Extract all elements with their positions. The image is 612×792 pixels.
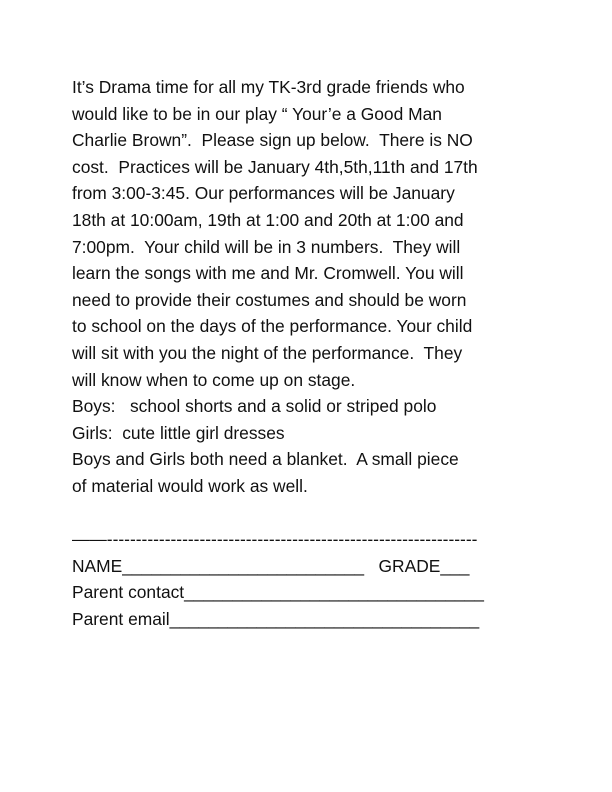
flyer-content	[72, 74, 552, 632]
text-line: need to provide their costumes and should be worn	[72, 289, 467, 310]
text-line: of material would work as well.	[72, 475, 308, 496]
spacer	[72, 500, 552, 527]
signup-form	[72, 526, 552, 632]
parent-contact-field[interactable]: Parent contact_______________________________	[72, 582, 484, 603]
text-line: Charlie Brown”. Please sign up below. There is NO	[72, 130, 473, 151]
text-line: 7:00pm. Your child will be in 3 numbers. They will	[72, 236, 461, 257]
text-line: will sit with you the night of the performance. They	[72, 342, 463, 363]
costume-girls: Girls: cute little girl dresses	[72, 422, 285, 443]
text-line: It’s Drama time for all my TK-3rd grade friends who	[72, 77, 465, 97]
text-line: would like to be in our play “ Your’e a Good Man	[72, 103, 442, 124]
text-line: to school on the days of the performance. Your child	[72, 316, 473, 337]
text-line: Boys and Girls both need a blanket. A small piece	[72, 449, 459, 470]
text-line: 18th at 10:00am, 19th at 1:00 and 20th at 1:00 and	[72, 209, 464, 230]
cut-line: ——----------------------------------------------------------------	[72, 529, 478, 550]
text-line: from 3:00-3:45. Our performances will be January	[72, 183, 455, 204]
text-line: will know when to come up on stage.	[72, 369, 356, 390]
costume-list	[72, 393, 552, 446]
name-grade-field[interactable]: NAME_________________________ GRADE___	[72, 555, 470, 576]
text-line: learn the songs with me and Mr. Cromwell. You will	[72, 263, 464, 284]
costume-boys: Boys: school shorts and a solid or striped polo	[72, 396, 437, 417]
text-line: cost. Practices will be January 4th,5th,11th and 17th	[72, 156, 478, 177]
intro-paragraph	[72, 74, 552, 393]
parent-email-field[interactable]: Parent email________________________________	[72, 608, 480, 629]
blanket-note	[72, 446, 552, 499]
